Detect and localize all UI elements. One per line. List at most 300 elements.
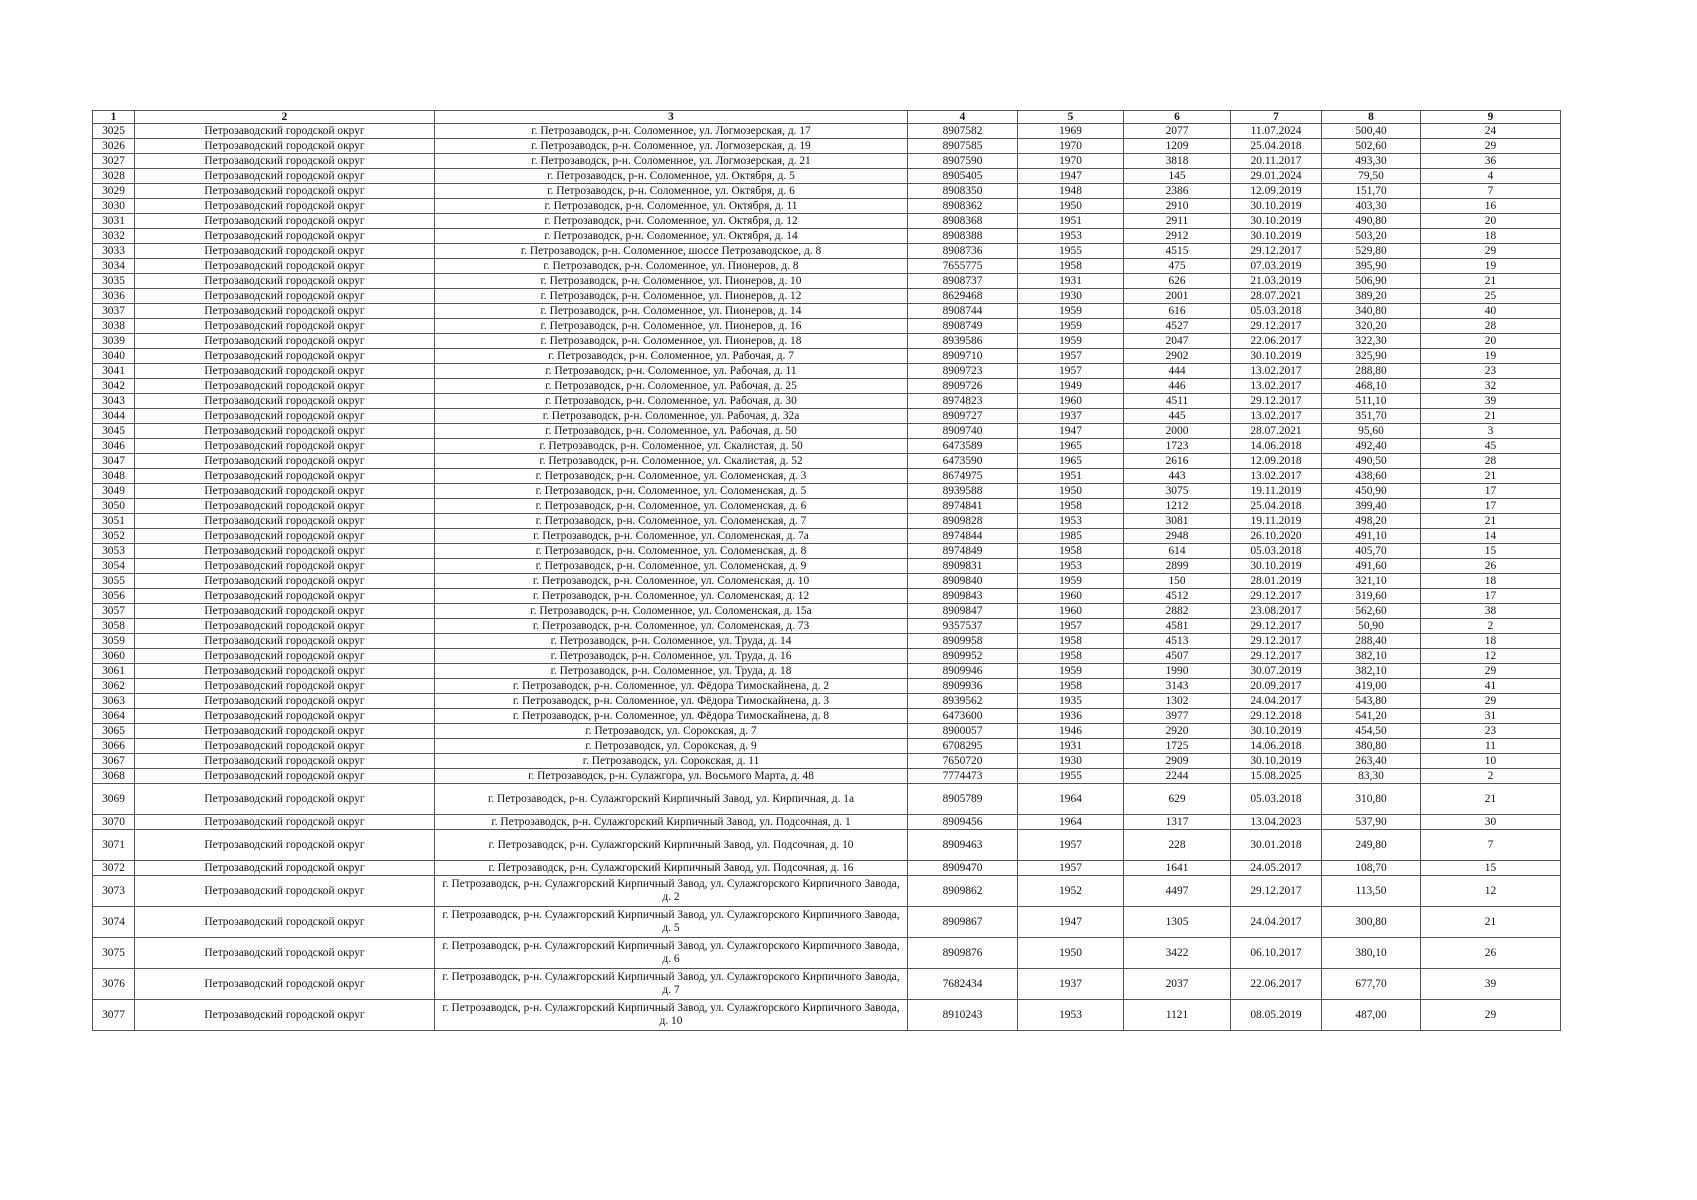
cell-area: 382,10 — [1322, 664, 1421, 679]
cell-record-number: 1209 — [1124, 139, 1231, 154]
cell-address: г. Петрозаводск, р-н. Соломенное, ул. Логмозерская, д. 17 — [435, 124, 908, 139]
cell-municipality: Петрозаводский городской округ — [135, 334, 435, 349]
cell-quantity: 7 — [1421, 184, 1561, 199]
cell-row-number: 3045 — [93, 424, 135, 439]
cell-build-year: 1958 — [1018, 679, 1124, 694]
cell-object-id: 8910243 — [908, 1000, 1018, 1031]
cell-municipality: Петрозаводский городской округ — [135, 861, 435, 876]
cell-date: 29.12.2017 — [1231, 634, 1322, 649]
cell-build-year: 1949 — [1018, 379, 1124, 394]
cell-date: 24.04.2017 — [1231, 694, 1322, 709]
cell-build-year: 1955 — [1018, 769, 1124, 784]
cell-object-id: 8908388 — [908, 229, 1018, 244]
cell-record-number: 3422 — [1124, 938, 1231, 969]
cell-object-id: 8907585 — [908, 139, 1018, 154]
cell-date: 23.08.2017 — [1231, 604, 1322, 619]
table-row — [93, 559, 1561, 574]
cell-build-year: 1952 — [1018, 876, 1124, 907]
cell-quantity: 20 — [1421, 334, 1561, 349]
table-row — [93, 709, 1561, 724]
cell-row-number: 3072 — [93, 861, 135, 876]
cell-address: г. Петрозаводск, р-н. Сулажгорский Кирпичный Завод, ул. Сулажгорского Кирпичного Завода, д. 6 — [435, 938, 908, 969]
table-row — [93, 739, 1561, 754]
cell-municipality: Петрозаводский городской округ — [135, 1000, 435, 1031]
cell-date: 05.03.2018 — [1231, 304, 1322, 319]
cell-build-year: 1959 — [1018, 319, 1124, 334]
cell-row-number: 3031 — [93, 214, 135, 229]
cell-object-id: 8908736 — [908, 244, 1018, 259]
cell-date: 15.08.2025 — [1231, 769, 1322, 784]
cell-build-year: 1958 — [1018, 649, 1124, 664]
cell-row-number: 3058 — [93, 619, 135, 634]
cell-municipality: Петрозаводский городской округ — [135, 169, 435, 184]
cell-quantity: 23 — [1421, 364, 1561, 379]
cell-object-id: 8908744 — [908, 304, 1018, 319]
cell-address: г. Петрозаводск, р-н. Соломенное, ул. Пионеров, д. 10 — [435, 274, 908, 289]
table-row — [93, 349, 1561, 364]
table-row — [93, 229, 1561, 244]
cell-municipality: Петрозаводский городской округ — [135, 604, 435, 619]
cell-quantity: 18 — [1421, 229, 1561, 244]
cell-record-number: 4513 — [1124, 634, 1231, 649]
cell-object-id: 8905789 — [908, 784, 1018, 815]
cell-build-year: 1951 — [1018, 469, 1124, 484]
cell-area: 340,80 — [1322, 304, 1421, 319]
cell-object-id: 8909828 — [908, 514, 1018, 529]
table-row — [93, 604, 1561, 619]
cell-municipality: Петрозаводский городской округ — [135, 514, 435, 529]
cell-row-number: 3037 — [93, 304, 135, 319]
table-row — [93, 334, 1561, 349]
cell-address: г. Петрозаводск, р-н. Соломенное, ул. Пионеров, д. 14 — [435, 304, 908, 319]
cell-area: 382,10 — [1322, 649, 1421, 664]
cell-address: г. Петрозаводск, ул. Сорокская, д. 9 — [435, 739, 908, 754]
cell-row-number: 3075 — [93, 938, 135, 969]
cell-area: 438,60 — [1322, 469, 1421, 484]
cell-object-id: 8909831 — [908, 559, 1018, 574]
col-header-1: 1 — [93, 111, 135, 124]
cell-object-id: 9357537 — [908, 619, 1018, 634]
table-row — [93, 861, 1561, 876]
cell-date: 24.05.2017 — [1231, 861, 1322, 876]
cell-row-number: 3030 — [93, 199, 135, 214]
cell-date: 30.10.2019 — [1231, 724, 1322, 739]
cell-area: 319,60 — [1322, 589, 1421, 604]
cell-record-number: 2616 — [1124, 454, 1231, 469]
cell-area: 468,10 — [1322, 379, 1421, 394]
cell-municipality: Петрозаводский городской округ — [135, 379, 435, 394]
cell-quantity: 7 — [1421, 830, 1561, 861]
cell-quantity: 14 — [1421, 529, 1561, 544]
cell-build-year: 1960 — [1018, 394, 1124, 409]
cell-record-number: 3143 — [1124, 679, 1231, 694]
cell-municipality: Петрозаводский городской округ — [135, 649, 435, 664]
cell-date: 26.10.2020 — [1231, 529, 1322, 544]
cell-date: 05.03.2018 — [1231, 544, 1322, 559]
cell-municipality: Петрозаводский городской округ — [135, 694, 435, 709]
table-row — [93, 589, 1561, 604]
table-row — [93, 379, 1561, 394]
cell-row-number: 3077 — [93, 1000, 135, 1031]
cell-area: 511,10 — [1322, 394, 1421, 409]
cell-row-number: 3076 — [93, 969, 135, 1000]
table-row — [93, 724, 1561, 739]
cell-record-number: 3081 — [1124, 514, 1231, 529]
cell-row-number: 3063 — [93, 694, 135, 709]
cell-row-number: 3035 — [93, 274, 135, 289]
cell-address: г. Петрозаводск, р-н. Соломенное, ул. Скалистая, д. 50 — [435, 439, 908, 454]
cell-area: 403,30 — [1322, 199, 1421, 214]
cell-address: г. Петрозаводск, р-н. Сулажгорский Кирпичный Завод, ул. Подсочная, д. 1 — [435, 815, 908, 830]
cell-date: 06.10.2017 — [1231, 938, 1322, 969]
cell-object-id: 8909936 — [908, 679, 1018, 694]
cell-date: 30.10.2019 — [1231, 229, 1322, 244]
cell-object-id: 8909958 — [908, 634, 1018, 649]
cell-record-number: 3075 — [1124, 484, 1231, 499]
cell-quantity: 29 — [1421, 244, 1561, 259]
cell-area: 450,90 — [1322, 484, 1421, 499]
table-row — [93, 424, 1561, 439]
cell-quantity: 21 — [1421, 514, 1561, 529]
cell-date: 24.04.2017 — [1231, 907, 1322, 938]
table-row — [93, 154, 1561, 169]
cell-build-year: 1970 — [1018, 139, 1124, 154]
cell-address: г. Петрозаводск, р-н. Соломенное, ул. Соломенская, д. 7а — [435, 529, 908, 544]
cell-object-id: 8909463 — [908, 830, 1018, 861]
cell-record-number: 2882 — [1124, 604, 1231, 619]
cell-record-number: 2911 — [1124, 214, 1231, 229]
cell-object-id: 8907582 — [908, 124, 1018, 139]
col-header-2: 2 — [135, 111, 435, 124]
cell-row-number: 3027 — [93, 154, 135, 169]
cell-record-number: 2037 — [1124, 969, 1231, 1000]
table-row — [93, 469, 1561, 484]
cell-record-number: 4507 — [1124, 649, 1231, 664]
cell-record-number: 1121 — [1124, 1000, 1231, 1031]
cell-row-number: 3042 — [93, 379, 135, 394]
table-row — [93, 439, 1561, 454]
table-row — [93, 969, 1561, 1000]
table-row — [93, 784, 1561, 815]
cell-area: 500,40 — [1322, 124, 1421, 139]
cell-quantity: 28 — [1421, 454, 1561, 469]
col-header-3: 3 — [435, 111, 908, 124]
cell-date: 30.01.2018 — [1231, 830, 1322, 861]
cell-build-year: 1960 — [1018, 589, 1124, 604]
cell-quantity: 17 — [1421, 499, 1561, 514]
cell-build-year: 1950 — [1018, 938, 1124, 969]
cell-object-id: 8900057 — [908, 724, 1018, 739]
cell-row-number: 3059 — [93, 634, 135, 649]
cell-municipality: Петрозаводский городской округ — [135, 454, 435, 469]
cell-area: 491,60 — [1322, 559, 1421, 574]
cell-record-number: 4515 — [1124, 244, 1231, 259]
cell-address: г. Петрозаводск, р-н. Соломенное, ул. Пионеров, д. 18 — [435, 334, 908, 349]
cell-object-id: 8674975 — [908, 469, 1018, 484]
cell-record-number: 616 — [1124, 304, 1231, 319]
cell-build-year: 1959 — [1018, 664, 1124, 679]
cell-address: г. Петрозаводск, р-н. Соломенное, ул. Логмозерская, д. 21 — [435, 154, 908, 169]
table-row — [93, 754, 1561, 769]
cell-build-year: 1959 — [1018, 304, 1124, 319]
cell-row-number: 3040 — [93, 349, 135, 364]
cell-address: г. Петрозаводск, р-н. Соломенное, ул. Октября, д. 12 — [435, 214, 908, 229]
cell-build-year: 1970 — [1018, 154, 1124, 169]
cell-area: 263,40 — [1322, 754, 1421, 769]
cell-address: г. Петрозаводск, р-н. Соломенное, ул. Соломенская, д. 5 — [435, 484, 908, 499]
cell-object-id: 6473589 — [908, 439, 1018, 454]
cell-row-number: 3054 — [93, 559, 135, 574]
cell-quantity: 28 — [1421, 319, 1561, 334]
cell-date: 29.12.2017 — [1231, 876, 1322, 907]
cell-address: г. Петрозаводск, р-н. Соломенное, ул. Соломенская, д. 7 — [435, 514, 908, 529]
cell-record-number: 4497 — [1124, 876, 1231, 907]
cell-date: 22.06.2017 — [1231, 334, 1322, 349]
cell-row-number: 3065 — [93, 724, 135, 739]
cell-municipality: Петрозаводский городской округ — [135, 409, 435, 424]
cell-row-number: 3057 — [93, 604, 135, 619]
col-header-8: 8 — [1322, 111, 1421, 124]
cell-quantity: 39 — [1421, 394, 1561, 409]
cell-object-id: 8909740 — [908, 424, 1018, 439]
cell-address: г. Петрозаводск, р-н. Соломенное, ул. Пионеров, д. 12 — [435, 289, 908, 304]
cell-address: г. Петрозаводск, р-н. Соломенное, ул. Рабочая, д. 7 — [435, 349, 908, 364]
cell-municipality: Петрозаводский городской округ — [135, 214, 435, 229]
cell-area: 493,30 — [1322, 154, 1421, 169]
cell-municipality: Петрозаводский городской округ — [135, 439, 435, 454]
cell-record-number: 1305 — [1124, 907, 1231, 938]
cell-object-id: 7650720 — [908, 754, 1018, 769]
cell-object-id: 6473600 — [908, 709, 1018, 724]
cell-date: 30.10.2019 — [1231, 349, 1322, 364]
cell-date: 14.06.2018 — [1231, 739, 1322, 754]
cell-quantity: 36 — [1421, 154, 1561, 169]
cell-record-number: 2244 — [1124, 769, 1231, 784]
cell-area: 503,20 — [1322, 229, 1421, 244]
cell-date: 13.02.2017 — [1231, 409, 1322, 424]
cell-municipality: Петрозаводский городской округ — [135, 529, 435, 544]
cell-municipality: Петрозаводский городской округ — [135, 304, 435, 319]
cell-record-number: 2912 — [1124, 229, 1231, 244]
cell-quantity: 29 — [1421, 664, 1561, 679]
cell-area: 310,80 — [1322, 784, 1421, 815]
table-body — [93, 124, 1561, 1031]
cell-row-number: 3038 — [93, 319, 135, 334]
cell-object-id: 8909840 — [908, 574, 1018, 589]
table-row — [93, 409, 1561, 424]
cell-municipality: Петрозаводский городской округ — [135, 484, 435, 499]
cell-object-id: 8909867 — [908, 907, 1018, 938]
cell-object-id: 8909843 — [908, 589, 1018, 604]
cell-municipality: Петрозаводский городской округ — [135, 364, 435, 379]
cell-area: 380,80 — [1322, 739, 1421, 754]
cell-row-number: 3064 — [93, 709, 135, 724]
cell-municipality: Петрозаводский городской округ — [135, 394, 435, 409]
cell-municipality: Петрозаводский городской округ — [135, 907, 435, 938]
cell-build-year: 1969 — [1018, 124, 1124, 139]
cell-address: г. Петрозаводск, ул. Сорокская, д. 11 — [435, 754, 908, 769]
cell-quantity: 17 — [1421, 484, 1561, 499]
cell-municipality: Петрозаводский городской округ — [135, 199, 435, 214]
cell-quantity: 4 — [1421, 169, 1561, 184]
cell-record-number: 2000 — [1124, 424, 1231, 439]
cell-address: г. Петрозаводск, р-н. Сулажгорский Кирпичный Завод, ул. Подсочная, д. 10 — [435, 830, 908, 861]
cell-address: г. Петрозаводск, р-н. Сулажгорский Кирпичный Завод, ул. Сулажгорского Кирпичного Завода, д. 7 — [435, 969, 908, 1000]
cell-quantity: 19 — [1421, 259, 1561, 274]
cell-build-year: 1965 — [1018, 439, 1124, 454]
cell-date: 29.12.2018 — [1231, 709, 1322, 724]
cell-quantity: 10 — [1421, 754, 1561, 769]
cell-row-number: 3056 — [93, 589, 135, 604]
cell-municipality: Петрозаводский городской округ — [135, 664, 435, 679]
cell-quantity: 21 — [1421, 409, 1561, 424]
cell-row-number: 3070 — [93, 815, 135, 830]
cell-object-id: 7774473 — [908, 769, 1018, 784]
cell-record-number: 150 — [1124, 574, 1231, 589]
cell-address: г. Петрозаводск, р-н. Соломенное, ул. Октября, д. 14 — [435, 229, 908, 244]
cell-area: 541,20 — [1322, 709, 1421, 724]
cell-area: 677,70 — [1322, 969, 1421, 1000]
table-row — [93, 364, 1561, 379]
cell-record-number: 444 — [1124, 364, 1231, 379]
cell-address: г. Петрозаводск, р-н. Соломенное, ул. Скалистая, д. 52 — [435, 454, 908, 469]
table-row — [93, 244, 1561, 259]
cell-row-number: 3050 — [93, 499, 135, 514]
cell-record-number: 2077 — [1124, 124, 1231, 139]
cell-address: г. Петрозаводск, р-н. Соломенное, шоссе Петрозаводское, д. 8 — [435, 244, 908, 259]
table-row — [93, 499, 1561, 514]
cell-record-number: 2948 — [1124, 529, 1231, 544]
table-row — [93, 529, 1561, 544]
cell-municipality: Петрозаводский городской округ — [135, 969, 435, 1000]
cell-build-year: 1935 — [1018, 694, 1124, 709]
cell-quantity: 32 — [1421, 379, 1561, 394]
cell-row-number: 3066 — [93, 739, 135, 754]
cell-municipality: Петрозаводский городской округ — [135, 938, 435, 969]
cell-date: 28.07.2021 — [1231, 289, 1322, 304]
cell-date: 07.03.2019 — [1231, 259, 1322, 274]
cell-record-number: 4527 — [1124, 319, 1231, 334]
cell-row-number: 3051 — [93, 514, 135, 529]
cell-address: г. Петрозаводск, р-н. Соломенное, ул. Соломенская, д. 15а — [435, 604, 908, 619]
cell-build-year: 1953 — [1018, 559, 1124, 574]
cell-record-number: 4511 — [1124, 394, 1231, 409]
cell-area: 79,50 — [1322, 169, 1421, 184]
cell-row-number: 3036 — [93, 289, 135, 304]
cell-object-id: 8909847 — [908, 604, 1018, 619]
cell-address: г. Петрозаводск, р-н. Соломенное, ул. Рабочая, д. 30 — [435, 394, 908, 409]
cell-date: 29.12.2017 — [1231, 394, 1322, 409]
cell-record-number: 2902 — [1124, 349, 1231, 364]
cell-municipality: Петрозаводский городской округ — [135, 589, 435, 604]
cell-address: г. Петрозаводск, р-н. Соломенное, ул. Рабочая, д. 25 — [435, 379, 908, 394]
cell-quantity: 29 — [1421, 694, 1561, 709]
cell-build-year: 1957 — [1018, 861, 1124, 876]
cell-object-id: 8939562 — [908, 694, 1018, 709]
cell-record-number: 2001 — [1124, 289, 1231, 304]
cell-address: г. Петрозаводск, р-н. Соломенное, ул. Рабочая, д. 32а — [435, 409, 908, 424]
cell-date: 05.03.2018 — [1231, 784, 1322, 815]
cell-build-year: 1930 — [1018, 289, 1124, 304]
cell-row-number: 3039 — [93, 334, 135, 349]
cell-area: 95,60 — [1322, 424, 1421, 439]
cell-record-number: 3977 — [1124, 709, 1231, 724]
cell-build-year: 1937 — [1018, 409, 1124, 424]
cell-municipality: Петрозаводский городской округ — [135, 139, 435, 154]
table-row — [93, 454, 1561, 469]
cell-quantity: 18 — [1421, 574, 1561, 589]
cell-row-number: 3032 — [93, 229, 135, 244]
cell-record-number: 446 — [1124, 379, 1231, 394]
cell-municipality: Петрозаводский городской округ — [135, 754, 435, 769]
cell-date: 30.10.2019 — [1231, 214, 1322, 229]
table-row — [93, 319, 1561, 334]
cell-quantity: 29 — [1421, 1000, 1561, 1031]
col-header-7: 7 — [1231, 111, 1322, 124]
cell-quantity: 21 — [1421, 907, 1561, 938]
cell-build-year: 1957 — [1018, 830, 1124, 861]
cell-quantity: 2 — [1421, 619, 1561, 634]
cell-municipality: Петрозаводский городской округ — [135, 349, 435, 364]
cell-date: 20.11.2017 — [1231, 154, 1322, 169]
cell-build-year: 1958 — [1018, 544, 1124, 559]
cell-build-year: 1936 — [1018, 709, 1124, 724]
cell-municipality: Петрозаводский городской округ — [135, 784, 435, 815]
cell-quantity: 23 — [1421, 724, 1561, 739]
cell-municipality: Петрозаводский городской округ — [135, 184, 435, 199]
cell-object-id: 8974841 — [908, 499, 1018, 514]
cell-object-id: 8909952 — [908, 649, 1018, 664]
cell-municipality: Петрозаводский городской округ — [135, 634, 435, 649]
cell-build-year: 1947 — [1018, 169, 1124, 184]
cell-row-number: 3061 — [93, 664, 135, 679]
cell-build-year: 1953 — [1018, 514, 1124, 529]
cell-record-number: 1641 — [1124, 861, 1231, 876]
cell-quantity: 24 — [1421, 124, 1561, 139]
cell-quantity: 39 — [1421, 969, 1561, 1000]
cell-quantity: 11 — [1421, 739, 1561, 754]
cell-build-year: 1948 — [1018, 184, 1124, 199]
cell-area: 506,90 — [1322, 274, 1421, 289]
cell-object-id: 8974823 — [908, 394, 1018, 409]
cell-date: 13.02.2017 — [1231, 364, 1322, 379]
cell-address: г. Петрозаводск, р-н. Соломенное, ул. Октября, д. 6 — [435, 184, 908, 199]
cell-record-number: 1723 — [1124, 439, 1231, 454]
cell-date: 13.04.2023 — [1231, 815, 1322, 830]
col-header-6: 6 — [1124, 111, 1231, 124]
cell-date: 30.10.2019 — [1231, 199, 1322, 214]
cell-date: 19.11.2019 — [1231, 484, 1322, 499]
cell-date: 22.06.2017 — [1231, 969, 1322, 1000]
cell-row-number: 3053 — [93, 544, 135, 559]
cell-address: г. Петрозаводск, р-н. Соломенное, ул. Рабочая, д. 50 — [435, 424, 908, 439]
cell-municipality: Петрозаводский городской округ — [135, 830, 435, 861]
cell-municipality: Петрозаводский городской округ — [135, 424, 435, 439]
cell-date: 20.09.2017 — [1231, 679, 1322, 694]
cell-quantity: 20 — [1421, 214, 1561, 229]
cell-build-year: 1955 — [1018, 244, 1124, 259]
cell-address: г. Петрозаводск, р-н. Сулажгорский Кирпичный Завод, ул. Сулажгорского Кирпичного Завода, д. 5 — [435, 907, 908, 938]
table-row — [93, 124, 1561, 139]
cell-date: 29.12.2017 — [1231, 589, 1322, 604]
cell-quantity: 30 — [1421, 815, 1561, 830]
cell-build-year: 1960 — [1018, 604, 1124, 619]
cell-record-number: 2047 — [1124, 334, 1231, 349]
cell-object-id: 8908350 — [908, 184, 1018, 199]
cell-area: 151,70 — [1322, 184, 1421, 199]
cell-municipality: Петрозаводский городской округ — [135, 274, 435, 289]
cell-area: 395,90 — [1322, 259, 1421, 274]
